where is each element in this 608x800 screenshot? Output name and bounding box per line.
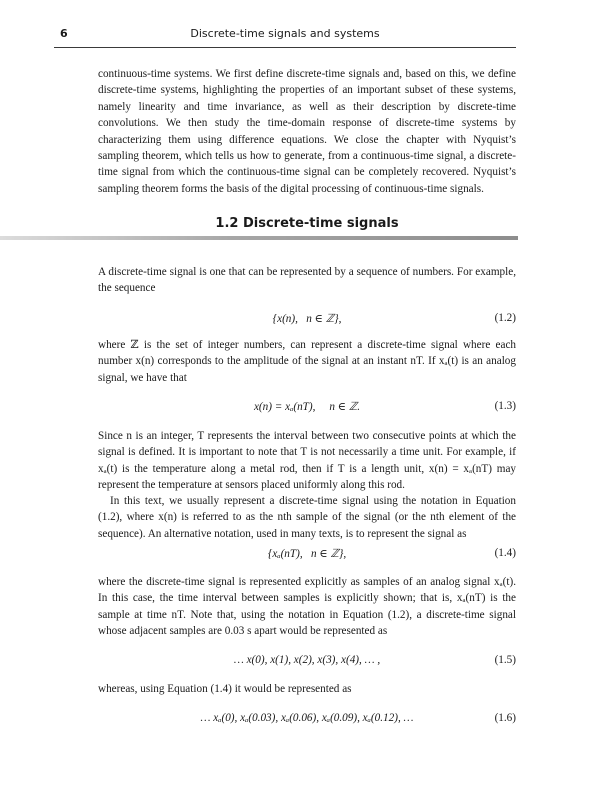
equation (98, 547, 516, 565)
equation-number: (1.4) (494, 547, 516, 559)
running-header (54, 27, 516, 48)
equation-number: (1.5) (494, 654, 516, 666)
equation-expression: … x(0), x(1), x(2), x(3), x(4), … , (233, 654, 381, 666)
body-paragraph: In this text, we usually represent a discrete-time signal using the notation in Equation (1.2), where x(n) is referred to as the nth sample of the signal (or the nth element of the sequence). An alternative notation, used in many texts, is to represent the signal as (98, 495, 516, 540)
body-paragraph: A discrete-time signal is one that can be represented by a sequence of numbers. For example, the sequence (98, 266, 516, 295)
equation (98, 654, 516, 672)
page-number: 6 (60, 27, 68, 40)
equation-expression: x(n) = xₐ(nT), n ∈ ℤ. (253, 401, 361, 413)
body-paragraph: Since n is an integer, T represents the interval between two consecutive points at which the signal is defined. It is important to note that T is not necessarily a time unit. For example, if xₐ(t) is the temperature along a metal rod, then if T is a length unit, x(n) = xₐ(nT) may represent the temperature at sensors placed uniformly along this rod. (98, 430, 516, 492)
equation-expression: {x(n), n ∈ ℤ}, (272, 313, 342, 325)
running-title: Discrete-time signals and systems (190, 27, 380, 40)
section-title: 1.2 Discrete-time signals (215, 216, 399, 231)
equation (98, 312, 516, 330)
equation-number: (1.6) (494, 712, 516, 724)
body-paragraph: where the discrete-time signal is represented explicitly as samples of an analog signal xₐ(t). In this case, the time interval between samples is explicitly shown; that is, xₐ(nT) is the sample at time nT. Note that, using the notation in Equation (1.2), a discrete-time signal whose adjacent samples are 0.03 s apart would be represented as (98, 576, 516, 638)
section-divider (0, 236, 518, 240)
equation (98, 712, 516, 730)
intro-paragraph: continuous-time systems. We first define discrete-time signals and, based on this, we define discrete-time systems, highlighting the properties of an important subset of these systems, namely linearity and time invariance, as well as their description by discrete-time convolutions. We then study the time-domain response of discrete-time systems by characterizing them using difference equations. We close the chapter with Nyquist’s sampling theorem, which tells us how to generate, from a continuous-time signal, a discrete-time signal from which the continuous-time signal can be completely recovered. Nyquist’s sampling theorem forms the basis of the digital processing of continuous-time signals. (98, 68, 516, 195)
equation-expression: {xₐ(nT), n ∈ ℤ}, (267, 548, 347, 560)
equation-number: (1.3) (494, 400, 516, 412)
equation-number: (1.2) (494, 312, 516, 324)
equation (98, 400, 516, 418)
equation-expression: … xₐ(0), xₐ(0.03), xₐ(0.06), xₐ(0.09), xₐ(0.12), … (200, 712, 414, 724)
body-paragraph: where ℤ is the set of integer numbers, can represent a discrete-time signal where each number x(n) corresponds to the amplitude of the signal at an instant nT. If xₐ(t) is an analog signal, we have that (98, 339, 516, 384)
body-paragraph: whereas, using Equation (1.4) it would be represented as (98, 683, 352, 695)
